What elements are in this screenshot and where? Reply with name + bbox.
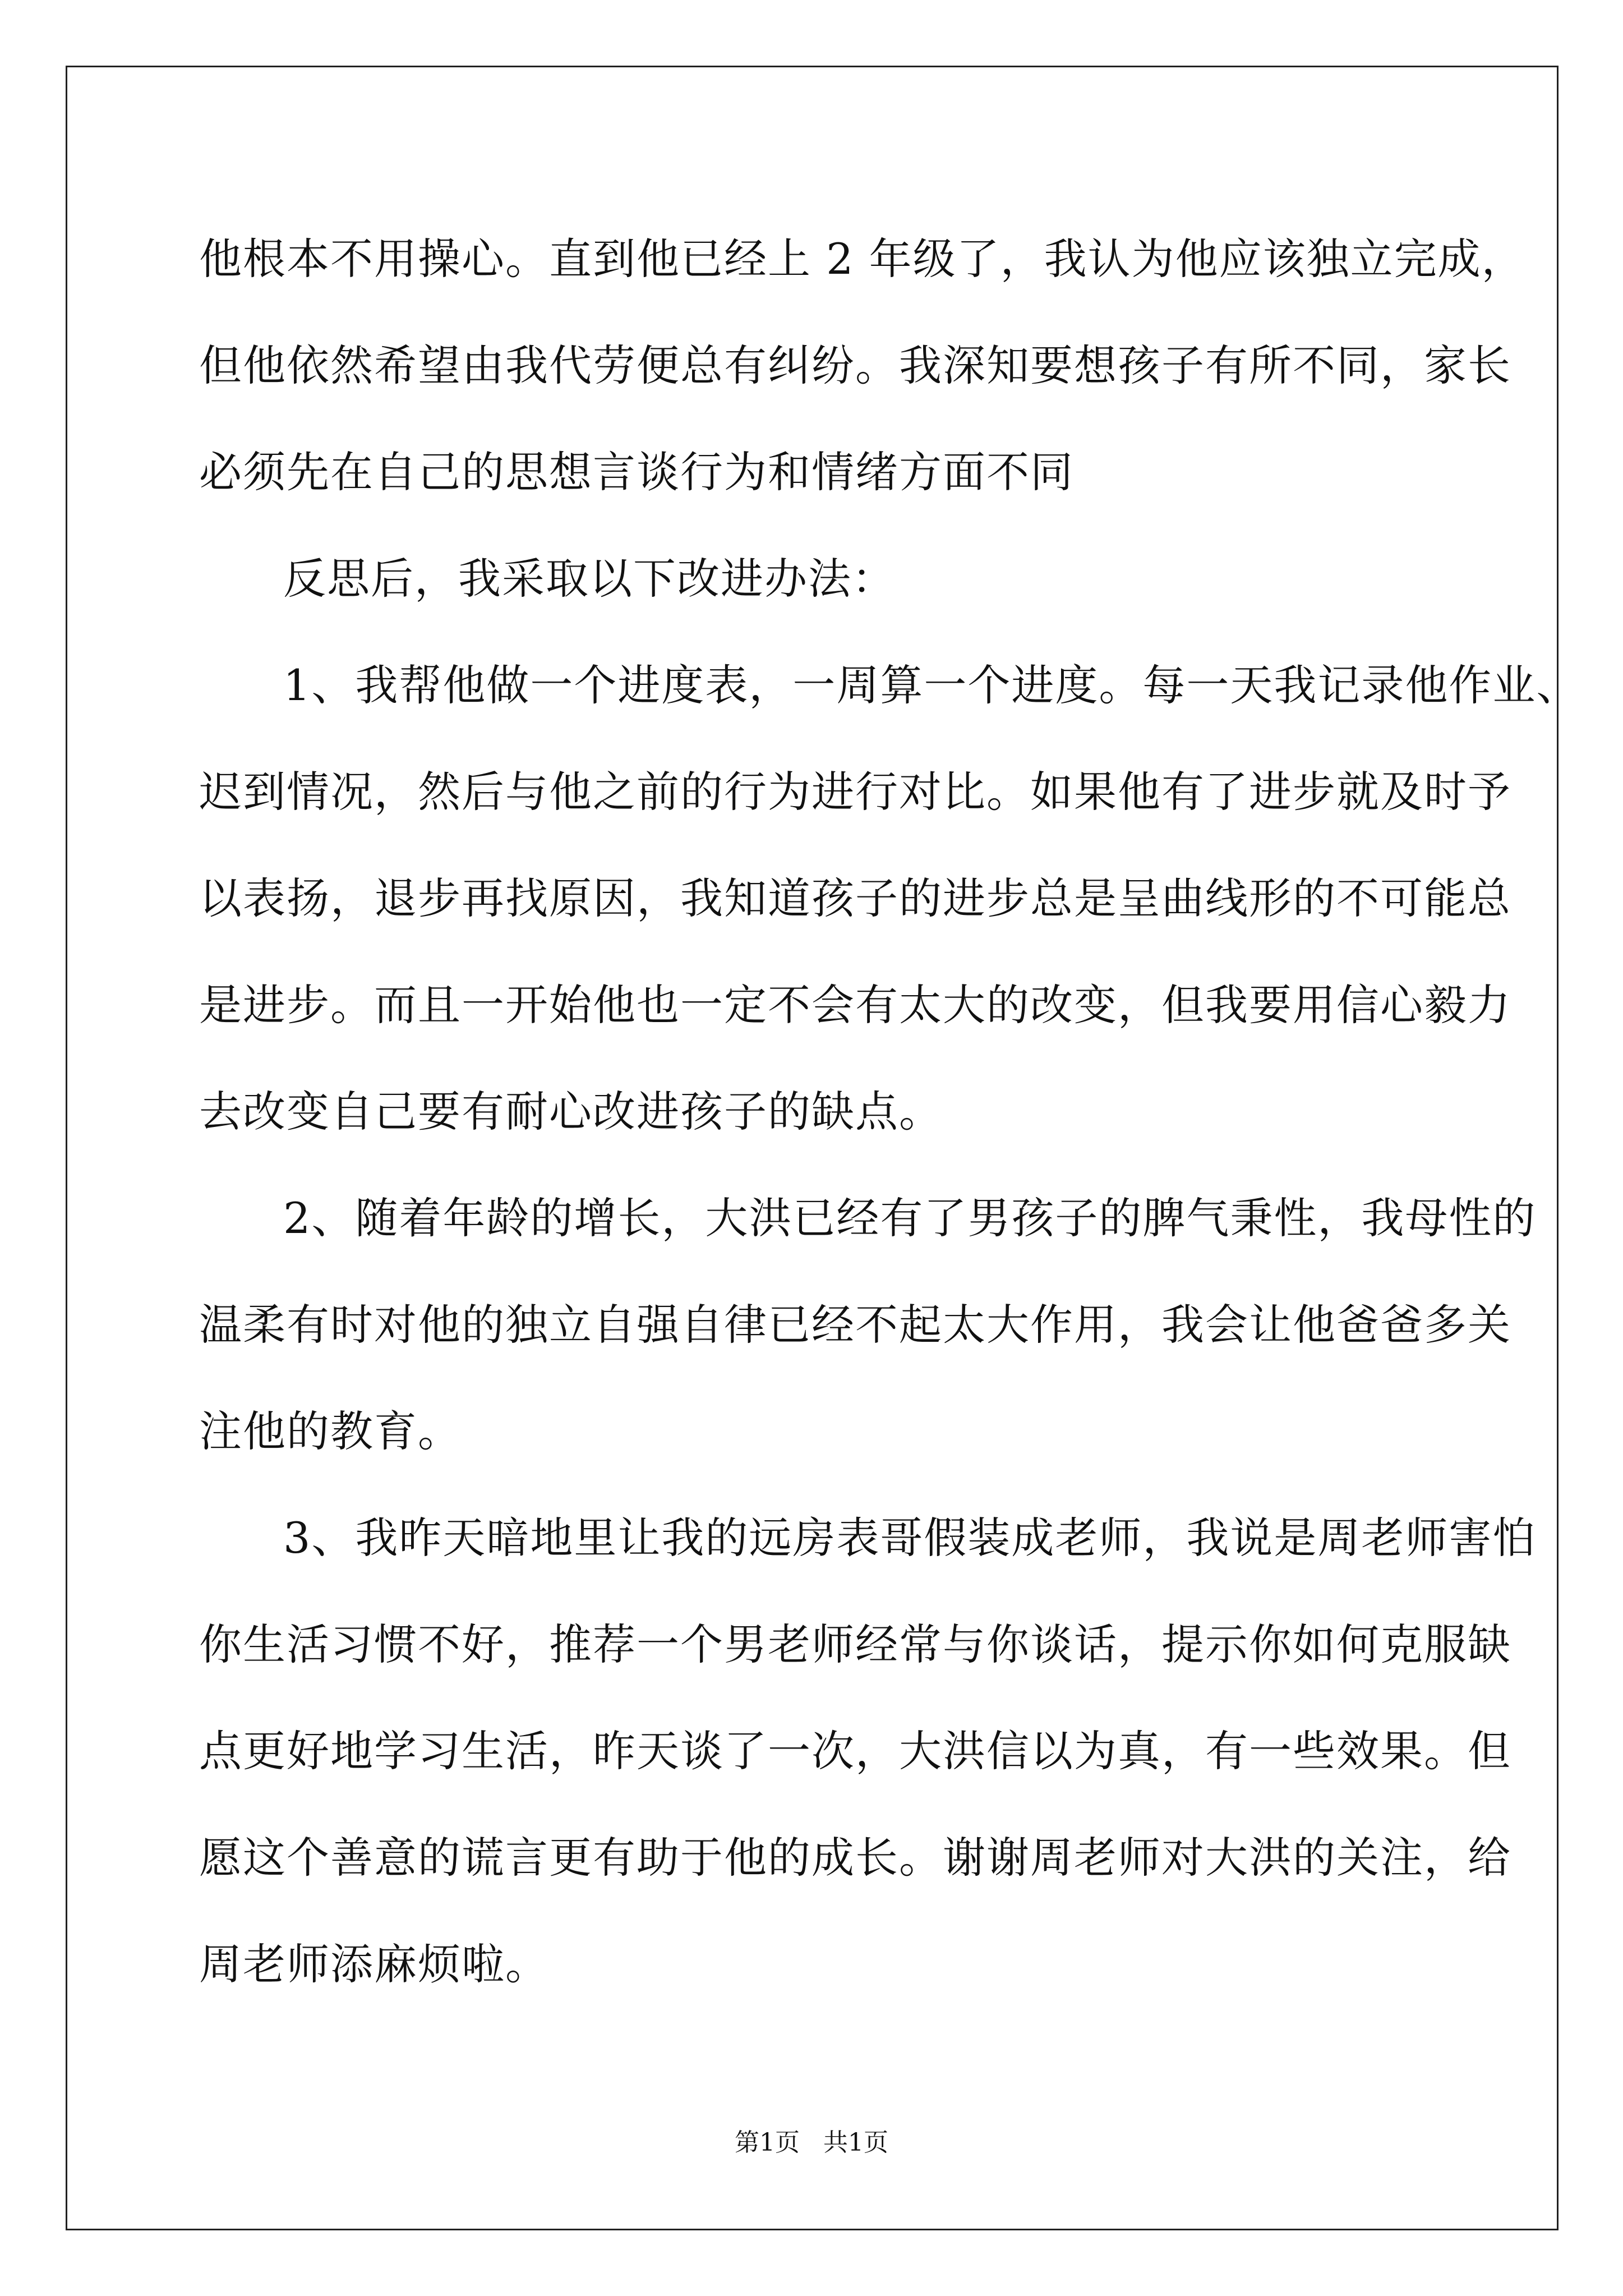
text-line: 但他依然希望由我代劳便总有纠纷。我深知要想孩子有所不同，家长 — [199, 341, 1511, 390]
text-line: 温柔有时对他的独立自强自律已经不起太大作用，我会让他爸爸多关 — [199, 1300, 1511, 1350]
text-line: 3、我昨天暗地里让我的远房表哥假装成老师，我说是周老师害怕 — [283, 1513, 1537, 1563]
text-line: 你生活习惯不好，推荐一个男老师经常与你谈话，提示你如何克服缺 — [199, 1619, 1511, 1669]
text-line: 迟到情况，然后与他之前的行为进行对比。如果他有了进步就及时予 — [199, 767, 1511, 817]
text-line: 他根本不用操心。直到他已经上 2 年级了，我认为他应该独立完成， — [199, 234, 1525, 284]
text-line: 反思后，我采取以下改进办法： — [283, 554, 896, 604]
text-line: 必须先在自己的思想言谈行为和情绪方面不同 — [199, 447, 1074, 497]
text-line: 愿这个善意的谎言更有助于他的成长。谢谢周老师对大洪的关注，给 — [199, 1833, 1511, 1883]
text-line: 2、随着年龄的增长，大洪已经有了男孩子的脾气秉性，我母性的 — [283, 1193, 1537, 1243]
page-footer: 第1页 共1页 — [735, 2128, 888, 2157]
text-line: 点更好地学习生活，昨天谈了一次，大洪信以为真，有一些效果。但 — [199, 1726, 1511, 1776]
text-line: 1、我帮他做一个进度表，一周算一个进度。每一天我记录他作业、 — [283, 660, 1580, 710]
text-line: 去改变自己要有耐心改进孩子的缺点。 — [199, 1087, 943, 1137]
text-line: 注他的教育。 — [199, 1406, 462, 1456]
text-line: 以表扬，退步再找原因，我知道孩子的进步总是呈曲线形的不可能总 — [199, 873, 1511, 923]
text-line: 周老师添麻烦啦。 — [199, 1939, 549, 1989]
text-line: 是进步。而且一开始他也一定不会有太大的改变，但我要用信心毅力 — [199, 980, 1511, 1030]
document-body — [199, 206, 1580, 2018]
